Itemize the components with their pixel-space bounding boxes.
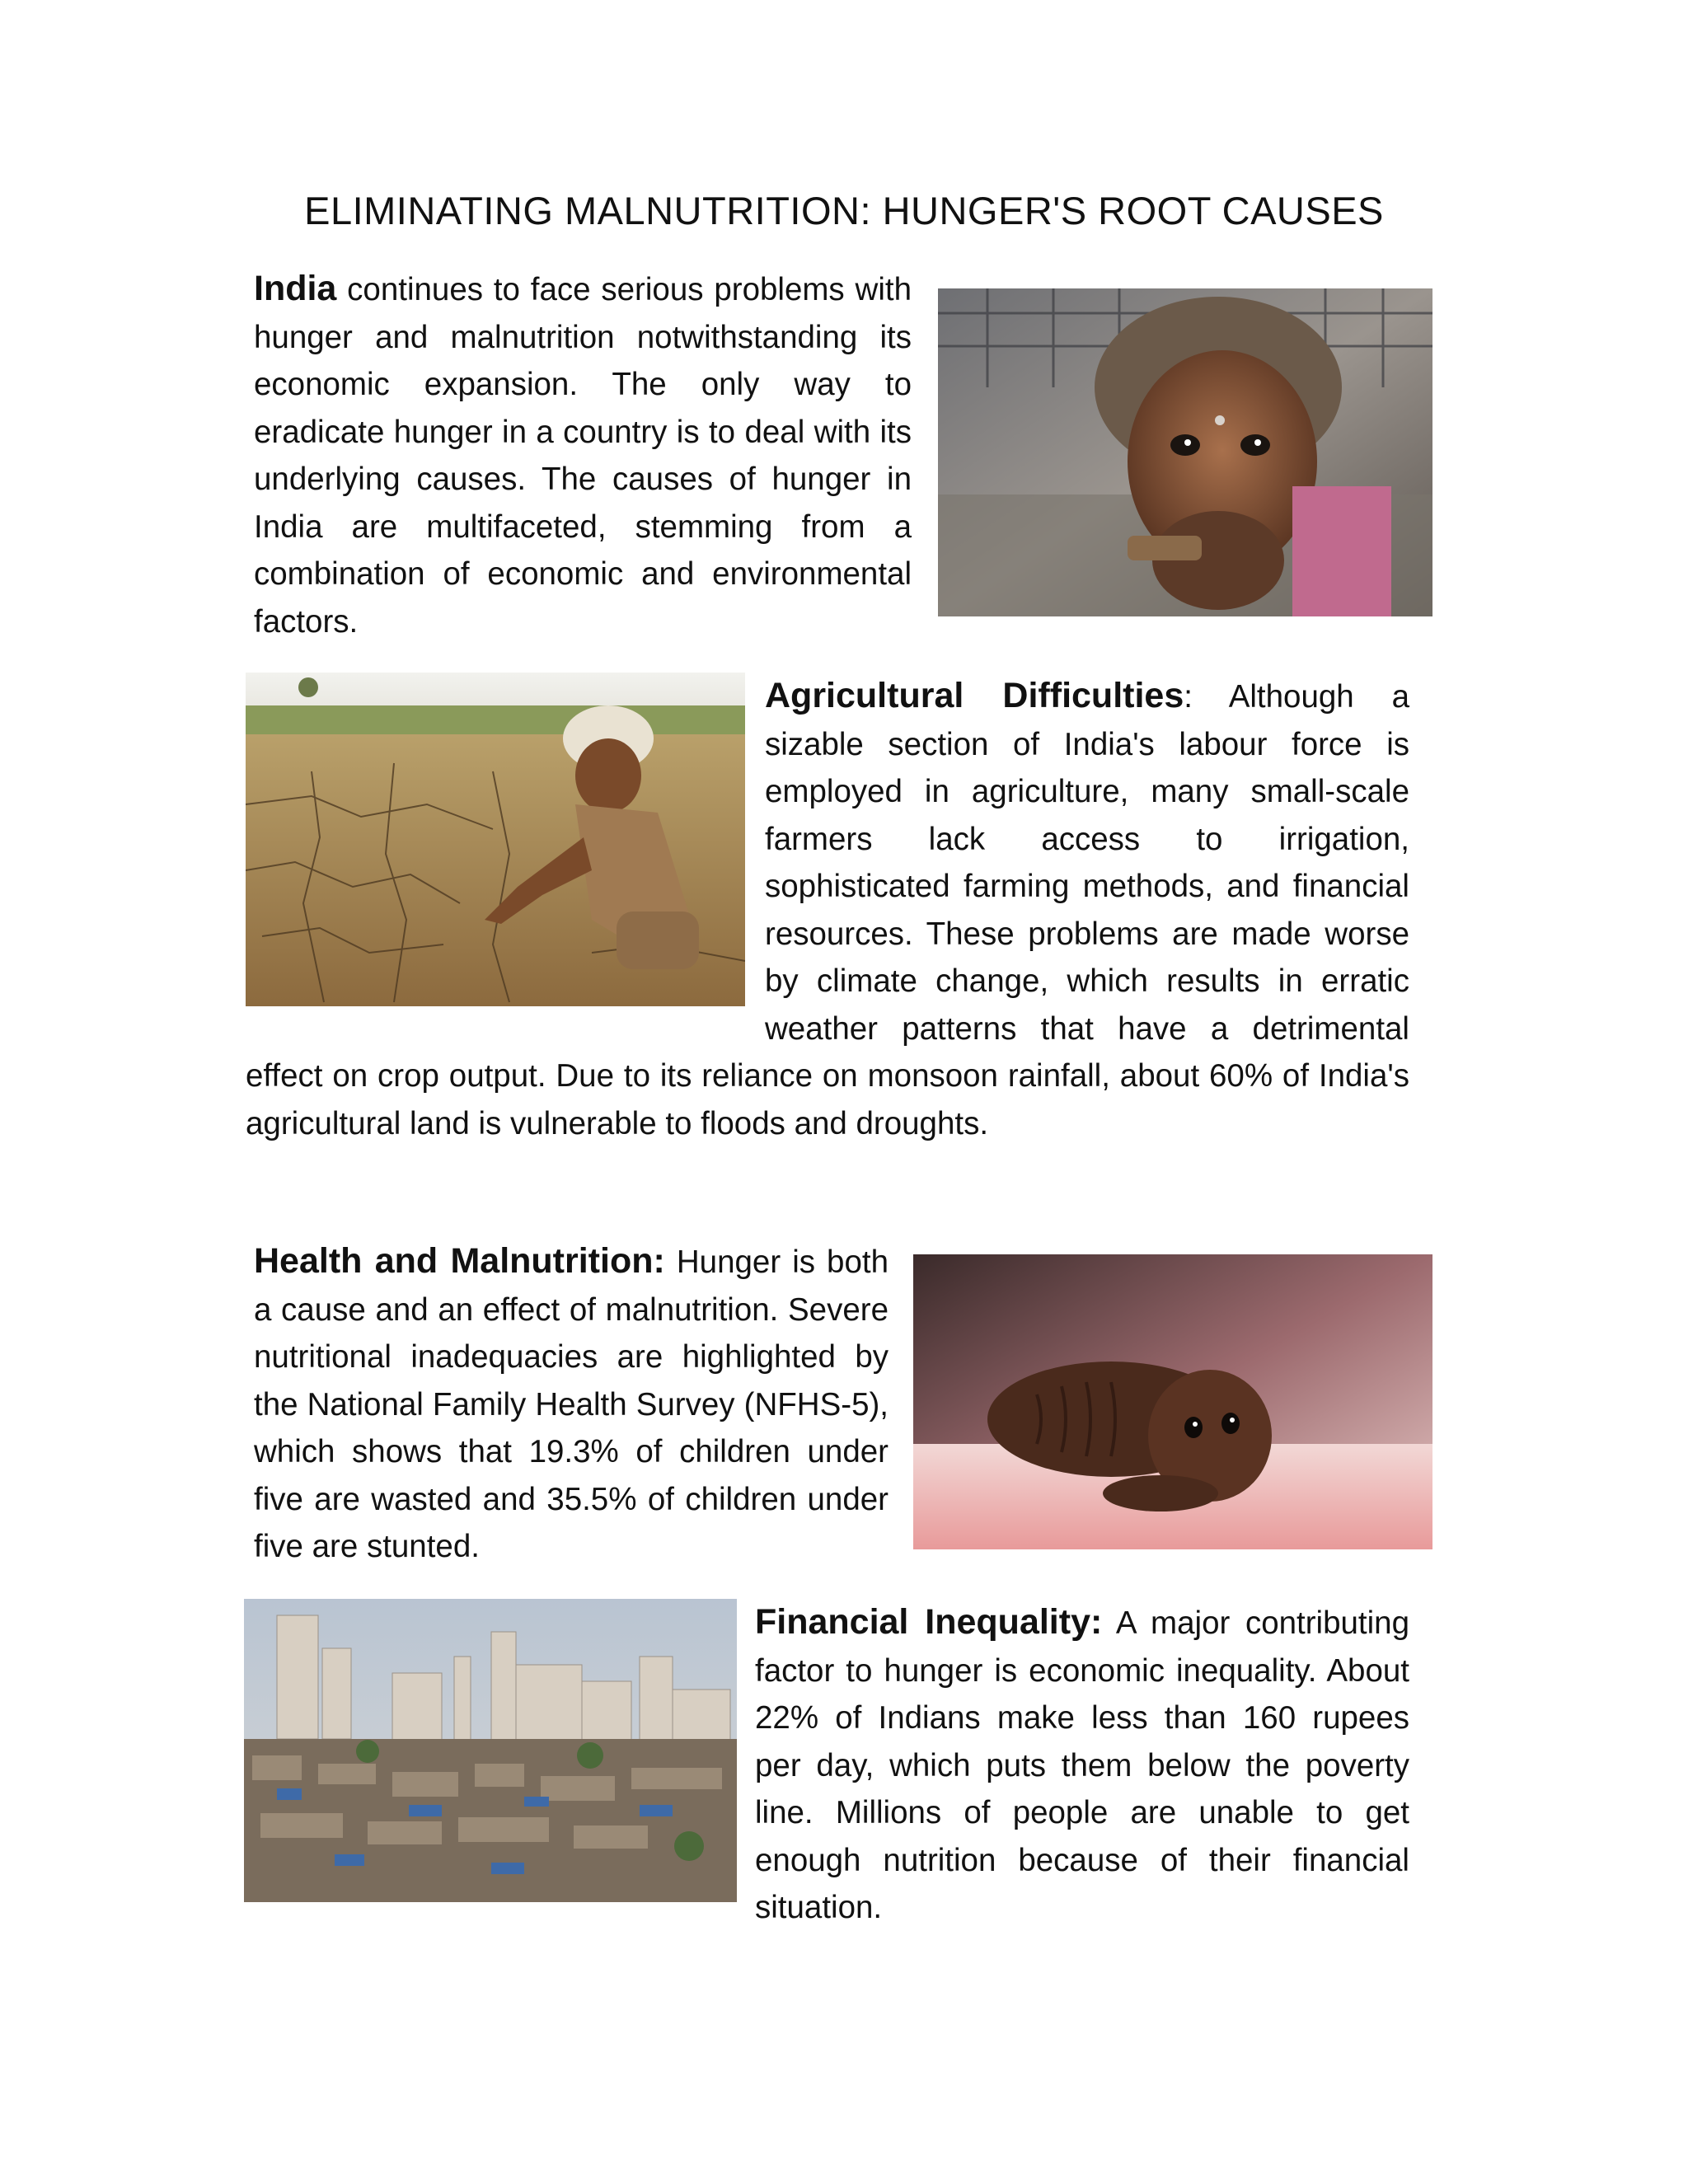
farmer-drought-photo (246, 673, 745, 1006)
intro-text: continues to face serious problems with hunger and malnutrition notwithstanding its economic expansion. The only way to eradicate hunger in a country is to deal with its underlying causes. The causes of hunger in India are multifaceted, stemming from a combination of economic and environmental factors. (254, 272, 912, 640)
malnourished-baby-photo (913, 1254, 1432, 1549)
agriculture-heading: Agricultural Difficulties (765, 676, 1184, 715)
city-slum-photo (244, 1599, 737, 1902)
health-heading: Health and Malnutrition: (254, 1241, 665, 1281)
finance-text: A major contributing factor to hunger is economic inequality. About 22% of Indians make less than 160 rupees per day, which puts them below the poverty line. Millions of people are unable to get enough nutrition because of their financial situation. (755, 1605, 1409, 1925)
agriculture-text: : Although a sizable section of India's labour force is employed in agriculture, many small-scale farmers lack access to irrigation, sophisticated farming methods, and financial resources. These problems are made worse by climate change, which results in erratic weather patterns that have a detrimental effect on crop output. Due to its reliance on monsoon rainfall, about 60% of India's agricultural land is vulnerable to floods and droughts. (246, 679, 1409, 1141)
health-text: Hunger is both a cause and an effect of malnutrition. Severe nutritional inadequacies are highlighted by the National Family Health Survey (NFHS-5), which shows that 19.3% of children under five are wasted and 35.5% of children under five are stunted. (254, 1244, 889, 1564)
child-eating-photo (938, 288, 1432, 616)
finance-heading: Financial Inequality: (755, 1602, 1103, 1642)
agriculture-section (246, 673, 1409, 1147)
intro-lead: India (254, 269, 337, 308)
health-paragraph (254, 1238, 889, 1571)
intro-paragraph (254, 265, 912, 645)
finance-section (244, 1599, 1409, 1952)
page-title: ELIMINATING MALNUTRITION: HUNGER'S ROOT CAUSES (304, 189, 1384, 232)
